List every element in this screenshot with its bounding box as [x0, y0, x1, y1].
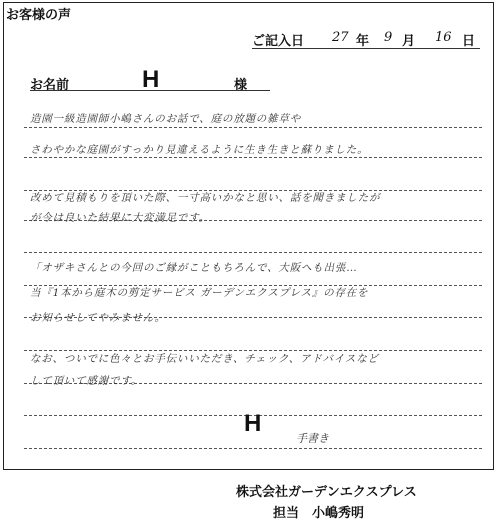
ruled-line: [24, 252, 482, 253]
name-row: [30, 66, 270, 96]
comment-line: 当『1本から庭木の剪定サービス ガーデンエクスプレス』の存在を: [30, 287, 369, 299]
ruled-line: [24, 157, 482, 158]
date-label: ご記入日: [252, 34, 305, 49]
ruled-line: [24, 448, 482, 449]
ruled-line: [24, 127, 482, 128]
comment-line: さわやかな庭園がすっかり見違えるように生き生きと蘇りました。: [30, 144, 369, 156]
date-day-unit: 日: [462, 34, 476, 49]
comment-line: 造園一級造園師小嶋さんのお話で、庭の放題の雑草や: [30, 113, 301, 125]
staff-name: 担当 小嶋秀明: [273, 506, 365, 521]
name-honorific: 様: [234, 78, 248, 93]
signature-handwritten: 手書き: [296, 432, 329, 445]
date-month: 9: [384, 30, 393, 45]
comment-line: が今は良いた結果に大変満足です。: [30, 212, 210, 224]
comment-line: 改めて見積もりを頂いた際、一寸高いかなと思い、話を聞きましたが: [30, 192, 381, 204]
date-day: 16: [435, 30, 452, 45]
comment-line: 「オザキさんとの今回のご縁がこともちろんで、大阪へも出張…: [30, 262, 358, 274]
date-year-unit: 年: [356, 34, 370, 49]
customer-name: H: [142, 66, 160, 93]
name-label: お名前: [30, 78, 70, 93]
date-row: [252, 30, 482, 50]
name-underline: [30, 90, 270, 91]
comment-line: して頂いて感謝です。: [30, 375, 143, 387]
card-title: お客様の声: [6, 8, 72, 23]
date-underline: [252, 48, 480, 49]
date-month-unit: 月: [402, 34, 416, 49]
comment-line: なお、ついでに色々とお手伝いいただき、チェック、アドバイスなど: [30, 353, 379, 365]
signature-initial: H: [244, 410, 262, 437]
date-year: 27: [332, 30, 349, 45]
company-name: 株式会社ガーデンエクスプレス: [236, 485, 417, 500]
comment-line: お知らせしてやみません。: [30, 312, 166, 324]
